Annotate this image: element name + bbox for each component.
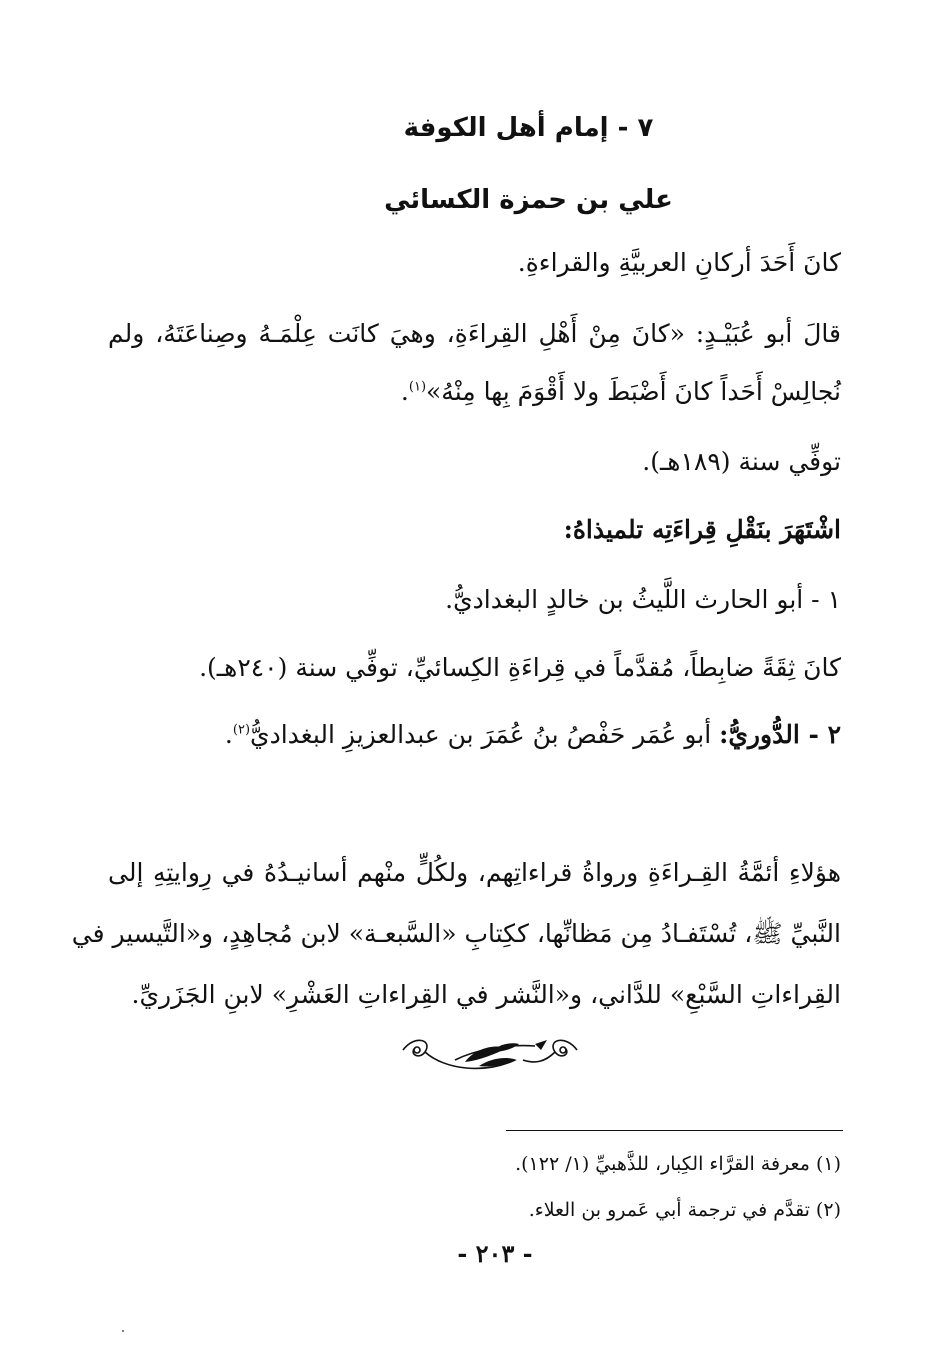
paragraph-students-intro: اشْتَهَرَ بنَقْلِ قِراءَتِه تلميذاهُ: [563,515,841,544]
scan-speck [122,1330,124,1332]
paragraph-intro: كانَ أَحَدَ أركانِ العربيَّةِ والقراءةِ. [517,248,841,277]
footnote-2: (٢) تقدَّم في ترجمة أبي عَمرو بن العلاء. [528,1199,841,1221]
student-2-label: ٢ - الدُّوريُّ: [719,720,841,749]
quote-text: نُجالِسْ أَحَداً كانَ أَضْبَطَ ولا أَقْوَمَ بِها مِنْهُ» [426,377,841,406]
page-number: - ٢٠٣ - [457,1239,533,1268]
student-2-line [225,713,841,757]
paragraph-closing-line-1: هؤلاءِ أئمَّةُ القِـراءَةِ ورواةُ قراءاتِهم، ولكُلٍّ منْهم أسانيـدُهُ في رِوايتِهِ إلى [108,858,841,887]
biography-name-heading: علي بن حمزة الكسائي [384,185,673,215]
paragraph-quote-line-1: قالَ أبو عُبَيْـدٍ: «كانَ مِنْ أَهْلِ القِراءَةِ، وهيَ كانَت عِلْمَـهُ وصِناعَتَهُ، ولم [108,319,841,348]
footnote-separator [506,1130,843,1131]
footnote-ref-1[interactable]: (١) [408,379,427,395]
student-1-details: كانَ ثِقَةً ضابِطاً، مُقدَّماً في قِراءَةِ الكِسائيِّ، توفِّي سنة (٢٤٠هـ). [199,653,841,682]
paragraph-death-year: توفِّي سنة (١٨٩هـ). [642,447,841,476]
paragraph-closing-line-2: النَّبيِّ ﷺ، تُسْتَفـادُ مِن مَظانِّها، ككِتابِ «السَّبعـة» لابن مُجاهِدٍ، و«التَّيسير في [71,919,841,948]
chapter-heading: ٧ - إمام أهل الكوفة [403,113,654,143]
footnote-ref-2[interactable]: (٢) [232,722,251,738]
student-2-end: . [224,720,233,749]
floral-divider-ornament-icon [395,1030,585,1082]
student-1-line: ١ - أبو الحارث اللَّيثُ بن خالدٍ البغداديُّ. [445,585,841,614]
paragraph-quote-line-2 [401,370,841,414]
quote-end: . [400,377,409,406]
student-2-name: أبو عُمَر حَفْصُ بنُ عُمَرَ بن عبدالعزيزِ البغداديُّ [250,720,720,749]
paragraph-closing-line-3: القِراءاتِ السَّبْعِ» للدَّاني، و«النَّشر في القِراءاتِ العَشْرِ» لابنِ الجَزَريِّ. [131,980,841,1009]
footnote-1: (١) معرفة القرَّاء الكِبار، للذَّهبيِّ (١/ ١٢٢). [515,1153,841,1175]
